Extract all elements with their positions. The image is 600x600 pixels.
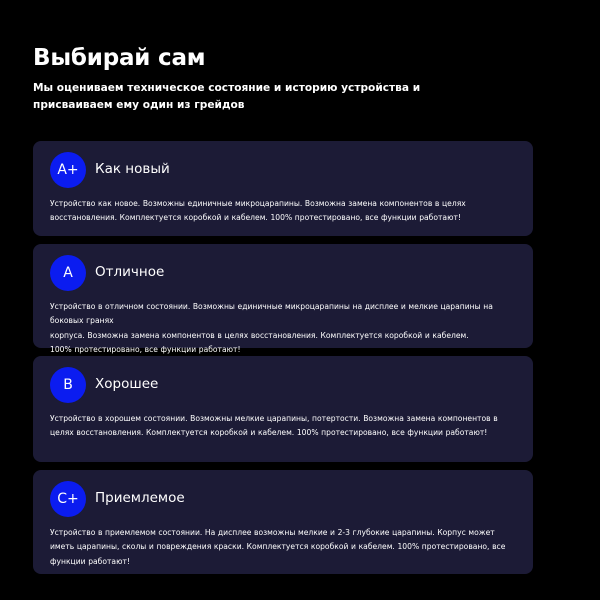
page-title: Выбирай сам [33,45,206,71]
grade-description: Устройство в хорошем состоянии. Возможны мелкие царапины, потертости. Возможна замена компонентов в целях восстановления. Комплектуется коробкой и кабелем. 100% протестировано, все функции работают! [50,414,498,438]
grade-description: Устройство в приемлемом состоянии. На дисплее возможны мелкие и 2-3 глубокие царапины. Корпус может иметь царапины, сколы и повреждения краски. Комплектуется коробкой и кабелем. 100% протестировано, все функции работают! [50,528,506,566]
grade-card-a [33,244,533,354]
grade-card-a-plus [33,141,533,236]
grade-card-b [33,356,533,462]
grade-description [50,300,520,357]
grade-badge: A+ [50,152,86,188]
grade-badge: B [50,367,86,403]
grade-name: Приемлемое [95,490,185,506]
grade-badge: C+ [50,481,86,517]
grade-name: Хорошее [95,376,159,392]
grade-name: Как новый [95,161,170,177]
grade-name: Отличное [95,264,165,280]
grade-description-line: Устройство в отличном состоянии. Возможны единичные микроцарапины на дисплее и мелкие царапины на боковых гранях [50,302,493,326]
page-subtitle: Мы оцениваем техническое состояние и историю устройства и присваиваем ему один из грейдов [33,82,421,111]
grade-card-c-plus [33,470,533,574]
grade-description-line: корпуса. Возможна замена компонентов в целях восстановления. Комплектуется коробкой и кабелем. [50,330,469,340]
grade-description: Устройство как новое. Возможны единичные микроцарапины. Возможна замена компонентов в целях восстановления. Комплектуется коробкой и кабелем. 100% протестировано, все функции работают! [50,199,466,223]
grade-description-line: 100% протестировано, все функции работают! [50,344,241,354]
grade-badge: A [50,255,86,291]
